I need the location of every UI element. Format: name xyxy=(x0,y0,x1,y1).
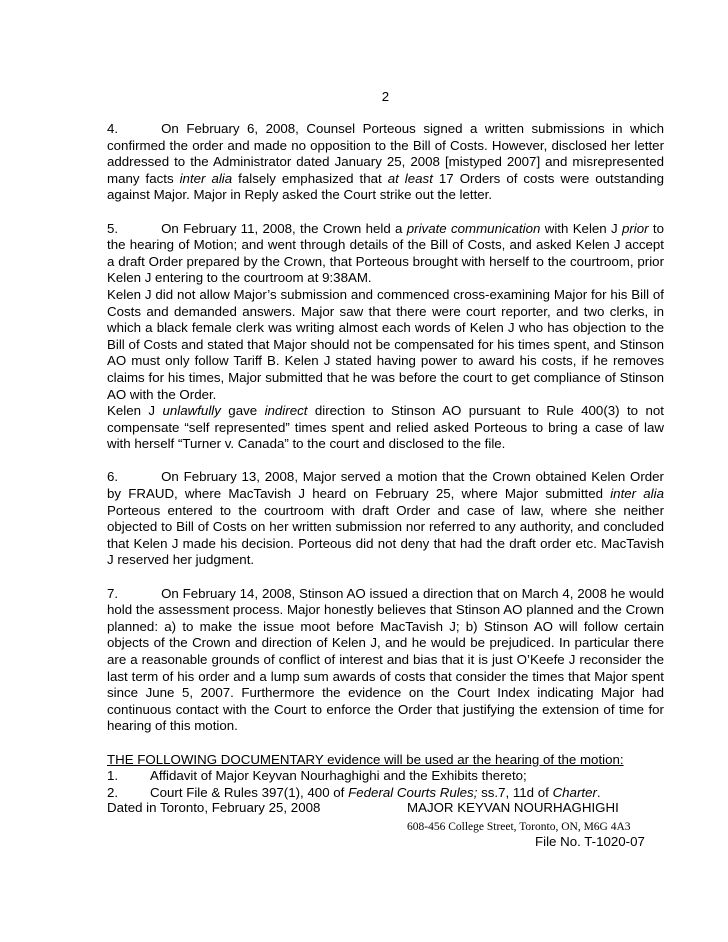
signatory-address: 608-456 College Street, Toronto, ON, M6G 4A3 xyxy=(407,821,631,833)
paragraph-6: 6. On February 13, 2008, Major served a motion that the Crown obtained Kelen Order by FRAUD, where MacTavish J heard on February 25, where Major submitted inter alia Porteous entered to the courtroom with draft Order and case of law, where she neither objected to Bill of Costs on her written submission nor referred to any authority, and concluded that Kelen J made his decision. Porteous did not deny that had the draft order etc. MacTavish J reserved her judgment. xyxy=(107,469,664,568)
paragraph-4: 4. On February 6, 2008, Counsel Porteous signed a written submissions in which confirmed the order and made no opposition to the Bill of Costs. However, disclosed her letter addressed to the Administrator dated January 25, 2008 [mistyped 2007] and misrepresented many facts inter alia falsely emphasized that at least 17 Orders of costs were outstanding against Major. Major in Reply asked the Court strike out the letter. xyxy=(107,121,665,203)
paragraph-5-cont-1: Kelen J did not allow Major’s submission and commenced cross-examining Major for his Bill of Costs and demanded answers. Major saw that there were court reporter, and two clerks, in which a black female clerk was writing almost each words of Kelen J who has objection to the Bill of Costs and stated that Major should not be compensated for his times spent, and Stinson AO must only follow Tariff B. Kelen J stated having power to award his costs, if he removes claims for his times, Major submitted that he was before the court to get compliance of Stinson AO with the Order. xyxy=(107,286,664,402)
paragraph-5-cont-2: Kelen J unlawfully gave indirect direction to Stinson AO pursuant to Rule 400(3) to not compensate “self represented” times spent and relied asked Porteous to bring a case of law with herself “Turner v. Canada” to the court and disclosed to the file. xyxy=(107,403,664,452)
paragraph-number: 6. xyxy=(107,469,119,485)
evidence-item-2: 2. Court File & Rules 397(1), 400 of Federal Courts Rules; ss.7, 11d of Charter. xyxy=(107,784,601,800)
document-body xyxy=(107,121,664,801)
paragraph-number: 4. xyxy=(107,121,119,136)
signatory-name: MAJOR KEYVAN NOURHAGHIGHI xyxy=(407,800,619,815)
paragraph-number: 5. xyxy=(107,220,119,236)
paragraph-number: 7. xyxy=(107,585,119,601)
file-number: File No. T-1020-07 xyxy=(535,834,645,849)
paragraph-7: 7. On February 14, 2008, Stinson AO issued a direction that on March 4, 2008 he would hold the assessment process. Major honestly believes that Stinson AO planned and the Crown planned: a) to make the issue moot before MacTavish J; b) Stinson AO will follow certain objects of the Crown and direction of Kelen J, and he would be prejudiced. In particular there are a reasonable grounds of conflict of interest and bias that it is just O’Keefe J reconsider the last term of his order and a lump sum awards of costs that consider the times that Major spent since June 5, 2007. Furthermore the evidence on the Court Index indicating Major had continuous contact with the Court to enforce the Order that justifying the extension of time for hearing of this motion. xyxy=(107,585,664,734)
evidence-item-1: 1. Affidavit of Major Keyvan Nourhaghighi and the Exhibits thereto; xyxy=(107,768,527,784)
evidence-heading: THE FOLLOWING DOCUMENTARY evidence will be used ar the hearing of the motion: xyxy=(107,751,624,767)
paragraph-5: 5. On February 11, 2008, the Crown held a private communication with Kelen J prior to the hearing of Motion; and went through details of the Bill of Costs, and asked Kelen J accept a draft Order prepared by the Crown, that Porteous brought with herself to the courtroom, prior Kelen J entering to the courtroom at 9:38AM. xyxy=(107,220,664,286)
dated-line: Dated in Toronto, February 25, 2008 xyxy=(107,800,321,815)
page-number: 2 xyxy=(381,89,390,104)
